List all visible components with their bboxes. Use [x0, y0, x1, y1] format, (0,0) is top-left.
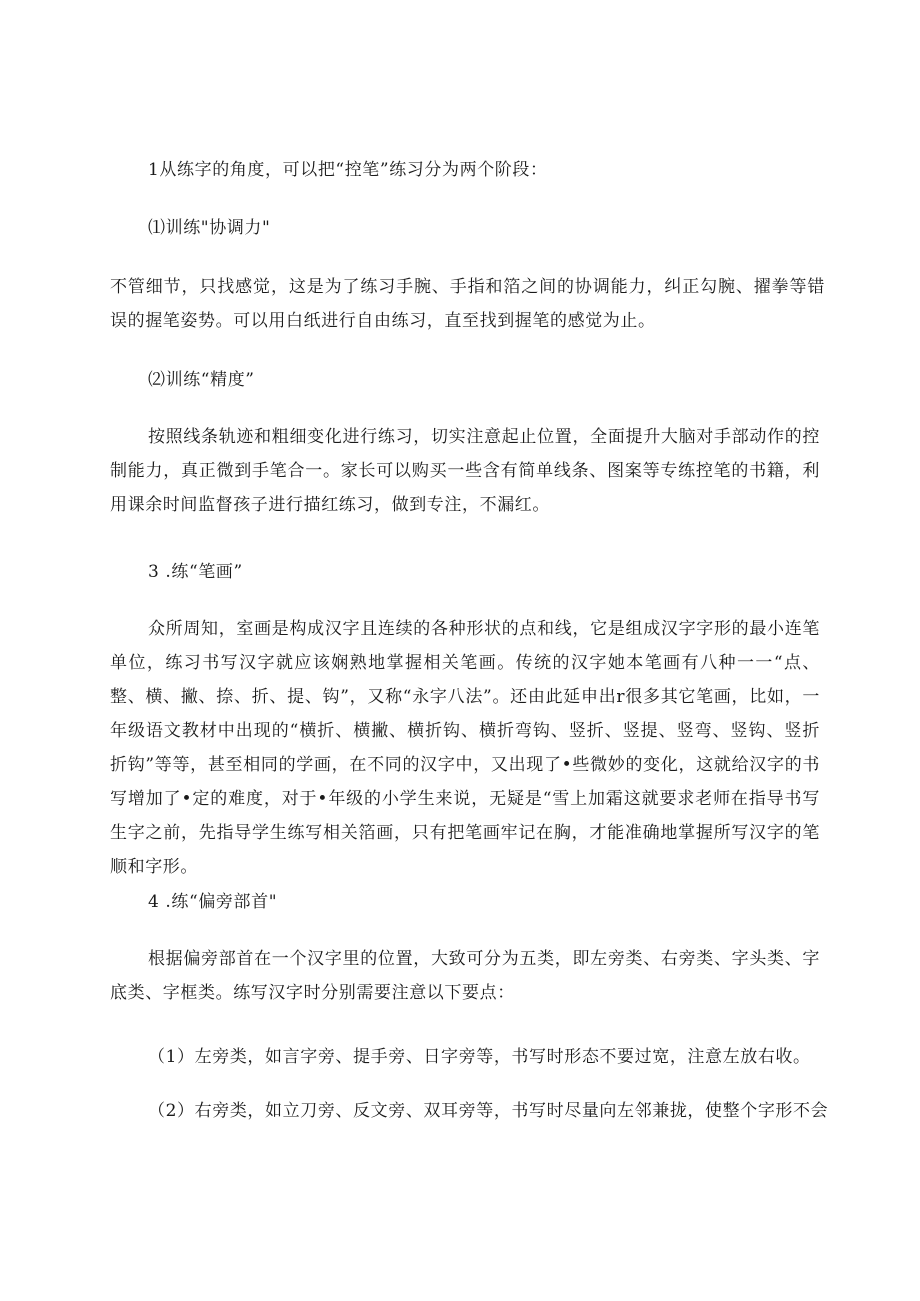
paragraph-precision: 按照线条轨迹和粗细变化进行练习，切实注意起止位置，全面提升大脑对手部动作的控制能力，真正微到手笔合一。家长可以购买一些含有简单线条、图案等专练控笔的书籍，利用课余时间监督孩子进行描红练习，做到专注，不漏红。 [110, 427, 820, 515]
section-heading-1: 1从练字的角度，可以把“控笔”练习分为两个阶段： [148, 160, 548, 180]
paragraph-strokes: 众所周知，室画是构成汉字且连续的各种形状的点和线，它是组成汉字字形的最小连笔单位，练习书写汉字就应该娴熟地掌握相关笔画。传统的汉字她本笔画有八种一一“点、整、横、撇、捺、折、提、钩”，又称“永字八法”。还由此延申出r很多其它笔画，比如，一年级语文教材中出现的“横折、横撇、横折钩、横折弯钩、竖折、竖提、竖弯、竖钩、竖折折钩”等等，甚至相同的学画，在不同的汉字中，又出现了•些微妙的变化，这就给汉字的书写增加了•定的难度，对于•年级的小学生来说，无疑是“雪上加霜这就要求老师在指导书写生字之前，先指导学生练写相关箔画，只有把笔画牢记在胸，才能准确地掌握所写汉字的笔顺和字形。 [110, 619, 820, 877]
list-item-left-radical: （1）左旁类，如言字旁、提手旁、日字旁等，书写时形态不要过宽，注意左放右收。 [148, 1047, 811, 1067]
list-item-right-radical: （2）右旁类，如立刀旁、反文旁、双耳旁等，书写时尽量向左邻兼拢，使整个字形不会 [148, 1101, 829, 1121]
subheading-precision: ⑵训练“精度” [148, 370, 255, 390]
section-heading-4: 4 .练“偏旁部首" [148, 892, 278, 912]
section-heading-3: 3 .练“笔画” [148, 562, 243, 582]
subheading-coordination: ⑴训练"协调力" [148, 218, 271, 238]
paragraph-coordination: 不管细节，只找感觉，这是为了练习手腕、手指和箔之间的协调能力，纠正勾腕、擢拳等错误的握笔姿势。可以用白纸进行自由练习，直至找到握笔的感觉为止。 [110, 277, 825, 331]
paragraph-radicals: 根据偏旁部首在一个汉字里的位置，大致可分为五类，即左旁类、右旁类、字头类、字底类、字框类。练写汉字时分别需要注意以下要点： [110, 949, 820, 1003]
